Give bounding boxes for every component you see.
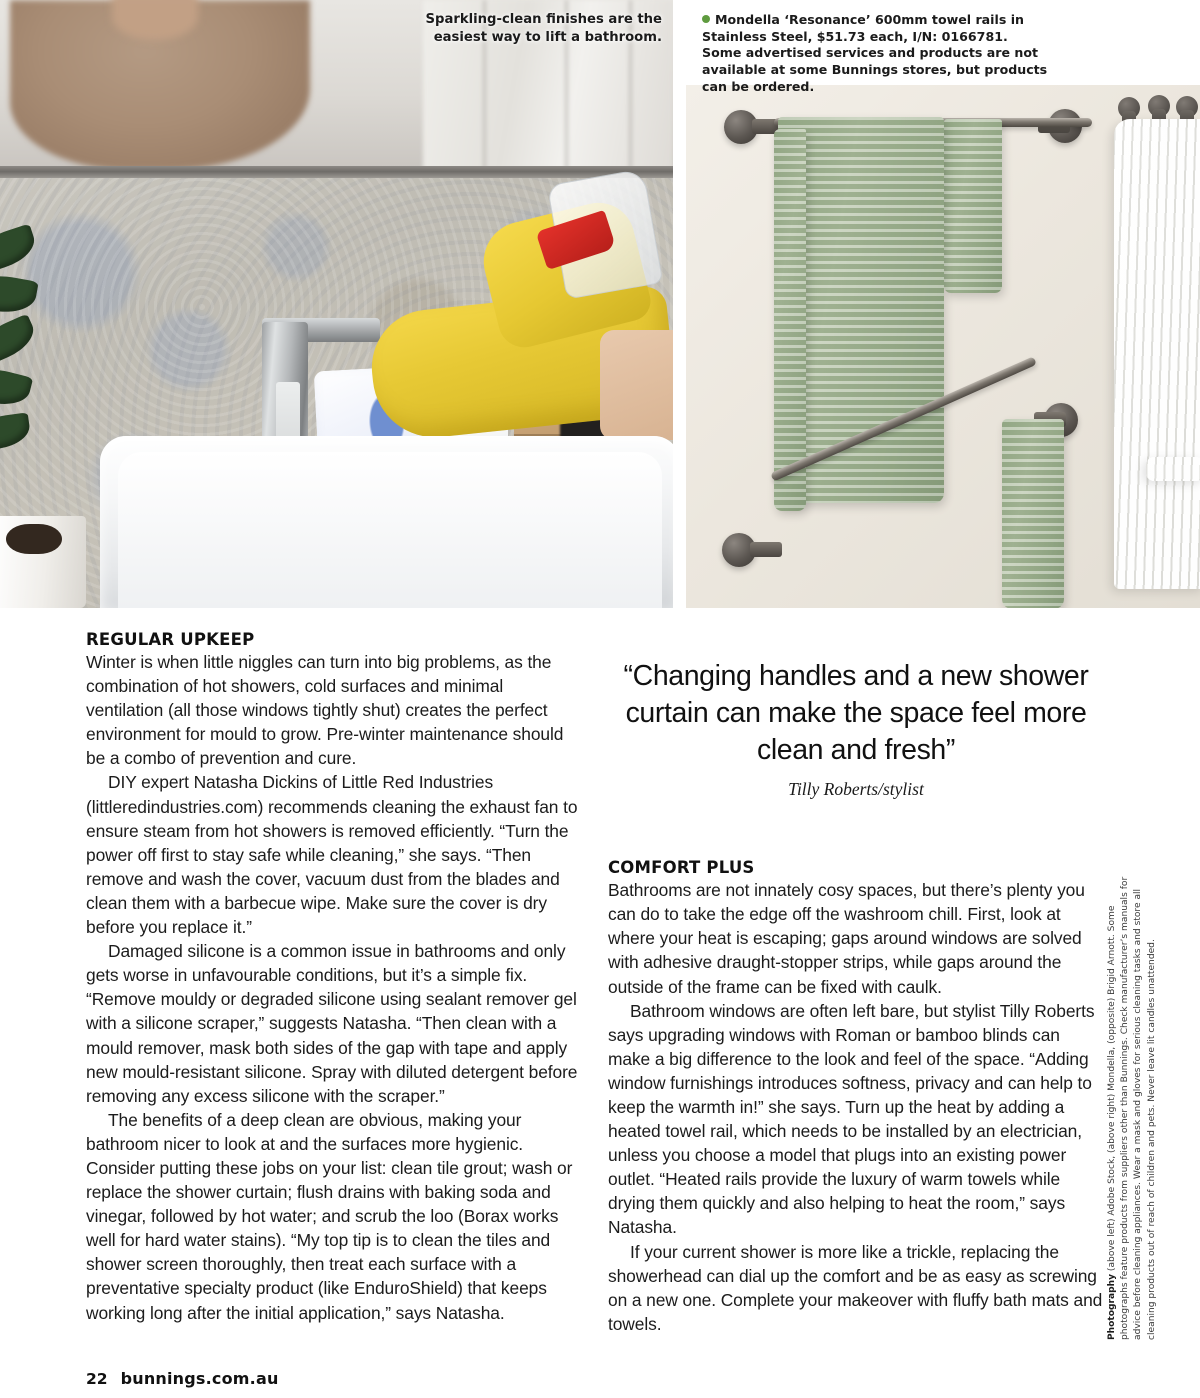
photography-credit-label: Photography: [1107, 1273, 1117, 1340]
bullet-dot-icon: [702, 15, 710, 23]
photography-credit-text: (above left) Adobe Stock, (above right) Mondella, (opposite) Brigid Arnott. Some photographs feature products from suppliers other than Bunnings. Check manufacturer’s manuals for advice before cleaning appliances. Wear a mask and gloves for serious cleaning tasks and store all cleaning products out of reach of children and pets. Never leave lit candles unattended.: [1107, 876, 1157, 1340]
regular-upkeep-heading: REGULAR UPKEEP: [86, 630, 255, 649]
photography-credit: [1106, 870, 1184, 1340]
towel-rails-photo: [686, 85, 1200, 608]
comfort-plus-heading: COMFORT PLUS: [608, 858, 755, 878]
paragraph: Bathroom windows are often left bare, but stylist Tilly Roberts says upgrading windows with Roman or bamboo blinds can make a big difference to the look and feel of the space. “Adding window furnishings introduces softness, privacy and can help to keep the warmth in!” she says. Turn up the heat by adding a heated towel rail, which needs to be installed by an electrician, unless you choose a model that plugs into an existing power outlet. “Heated rails provide the luxury of warm towels while drying them quickly and also helping to heat the room,” says Natasha.: [608, 1000, 1095, 1238]
pull-quote: “Changing handles and a new shower curtain can make the space feel more clean and fresh”: [623, 660, 1089, 767]
lower-hanging-towel: [1002, 419, 1064, 608]
product-caption: [702, 12, 1050, 96]
left-text-column: [86, 630, 582, 1325]
pull-quote-attribution: Tilly Roberts/stylist: [788, 779, 924, 800]
left-photo-caption: Sparkling-clean finishes are the easiest way to lift a bathroom.: [425, 12, 662, 45]
forearm: [600, 330, 673, 440]
paragraph: Winter is when little niggles can turn into big problems, as the combination of hot showers, cold surfaces and minimal ventilation (all those windows tightly shut) creates the perfect environment for mould to grow. Pre-winter maintenance should be a combo of prevention and cure.: [86, 652, 564, 769]
bathroom-cleaning-photo: [0, 0, 673, 608]
robe-belt: [1146, 457, 1200, 481]
paragraph: Damaged silicone is a common issue in bathrooms and only gets worse in unfavourable conditions, but it’s a simple fix. “Remove mouldy or degraded silicone using sealant remover gel with a silicone scraper,” suggests Natasha. “Then clean with a mould remover, mask both sides of the gap with tape and apply new mould-resistant silicone. Spray with diluted detergent before removing any excess silicone with the scraper.”: [86, 941, 578, 1106]
plant: [0, 228, 62, 488]
lower-rail-arm-left: [750, 542, 782, 557]
product-caption-rest: in Stainless Steel, $51.73 each, I/N: 0166781. Some advertised services and products are not available at some Bunnings stores, but products can be ordered.: [702, 12, 1048, 94]
upper-towel-left-fold: [774, 129, 806, 511]
page-number: 22: [86, 1370, 108, 1388]
product-caption-lead: Mondella ‘Resonance’ 600mm: [715, 12, 932, 27]
plant-pot: [0, 516, 86, 608]
upper-folded-towel-rear: [944, 119, 1002, 293]
website-url: bunnings.com.au: [120, 1369, 279, 1388]
basin: [100, 436, 673, 608]
page-footer: [86, 1369, 279, 1388]
right-text-column: [608, 630, 1104, 1336]
white-robe: [1114, 119, 1200, 589]
product-caption-bold: towel rails: [931, 12, 1007, 27]
comfort-plus-block: [608, 858, 1104, 1336]
photo-band: [0, 0, 1200, 608]
paragraph: DIY expert Natasha Dickins of Little Red Industries (littleredindustries.com) recommends cleaning the exhaust fan to ensure steam from hot showers is removed efficiently. “Turn the power off first to stay safe while cleaning,” she says. “Then remove and wash the cover, vacuum dust from the blades and clean them with a barbecue wipe. Make sure the cover is dry before you replace it.”: [86, 772, 578, 938]
paragraph: Bathrooms are not innately cosy spaces, but there’s plenty you can do to take the edge off the washroom chill. First, look at where your heat is escaping; gaps around windows are solved with adhesive draught-stopper strips, while gaps around the outside of the frame can be fixed with caulk.: [608, 880, 1085, 997]
paragraph: The benefits of a deep clean are obvious, making your bathroom nicer to look at and the surfaces more hygienic. Consider putting these jobs on your list: clean tile grout; wash or replace the shower curtain; flush drains with baking soda and vinegar, followed by hot water; and scrub the loo (Borax works well for hard water stains). “My top tip is to clean the tiles and shower screen thoroughly, then treat each surface with a preventative specialty product (like EnduroShield) that keeps working long after the initial application,” says Natasha.: [86, 1109, 573, 1323]
paragraph: If your current shower is more like a trickle, replacing the showerhead can dial up the comfort and be as easy as screwing on a new one. Complete your makeover with fluffy bath mats and towels.: [608, 1241, 1103, 1334]
